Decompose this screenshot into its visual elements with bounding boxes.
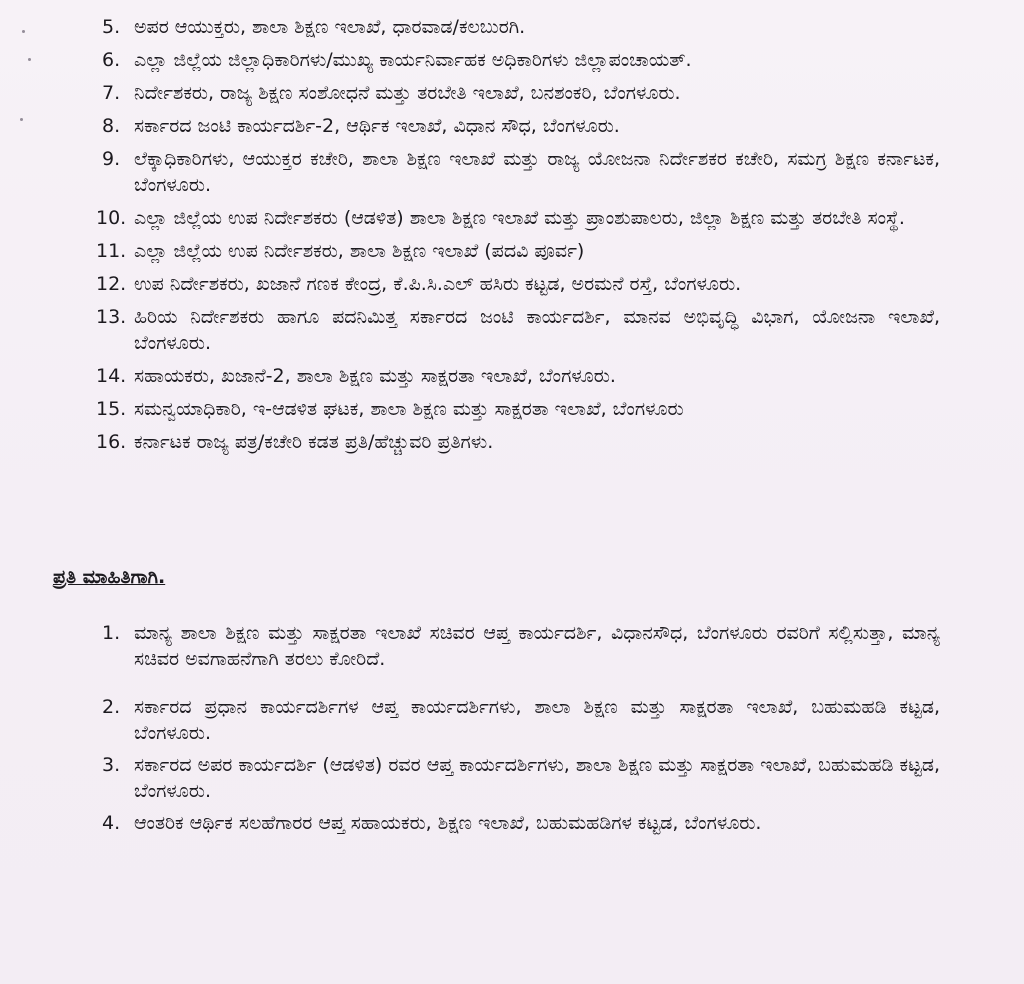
list-item — [98, 271, 940, 297]
scan-speck — [22, 30, 25, 33]
list-item — [98, 396, 940, 422]
item-number: 7. — [102, 82, 121, 104]
item-text: ನಿರ್ದೇಶಕರು, ರಾಜ್ಯ ಶಿಕ್ಷಣ ಸಂಶೋಧನೆ ಮತ್ತು ತರಬೇತಿ ಇಲಾಖೆ, ಬನಶಂಕರಿ, ಬೆಂಗಳೂರು. — [134, 82, 681, 104]
item-text: ಸಹಾಯಕರು, ಖಜಾನೆ-2, ಶಾಲಾ ಶಿಕ್ಷಣ ಮತ್ತು ಸಾಕ್ಷರತಾ ಇಲಾಖೆ, ಬೆಂಗಳೂರು. — [134, 365, 616, 387]
item-text: ಎಲ್ಲಾ ಜಿಲ್ಲೆಯ ಉಪ ನಿರ್ದೇಶಕರು, ಶಾಲಾ ಶಿಕ್ಷಣ ಇಲಾಖೆ (ಪದವಿ ಪೂರ್ವ) — [134, 240, 585, 262]
item-number: 8. — [102, 115, 121, 137]
list-item — [98, 205, 940, 231]
item-number: 5. — [102, 16, 121, 38]
item-number: 2. — [102, 696, 121, 718]
copy-for-information-heading: ಪ್ರತಿ ಮಾಹಿತಿಗಾಗಿ. — [53, 566, 166, 588]
list-item — [98, 146, 940, 198]
list-item — [98, 810, 940, 836]
item-text: ಹಿರಿಯ ನಿರ್ದೇಶಕರು ಹಾಗೂ ಪದನಿಮಿತ್ತ ಸರ್ಕಾರದ ಜಂಟಿ ಕಾರ್ಯದರ್ಶಿ, ಮಾನವ ಅಭಿವೃದ್ಧಿ ವಿಭಾಗ, ಯೋಜನಾ ಇಲಾಖೆ, ಬೆಂಗಳೂರು. — [134, 306, 940, 354]
item-number: 14. — [96, 365, 127, 387]
list-item — [98, 14, 940, 40]
information-copy-list — [98, 620, 940, 842]
scan-specks — [18, 22, 38, 182]
item-text: ಲೆಕ್ಕಾಧಿಕಾರಿಗಳು, ಆಯುಕ್ತರ ಕಚೇರಿ, ಶಾಲಾ ಶಿಕ್ಷಣ ಇಲಾಖೆ ಮತ್ತು ರಾಜ್ಯ ಯೋಜನಾ ನಿರ್ದೇಶಕರ ಕಚೇರಿ, ಸಮಗ್ರ ಶಿಕ್ಷಣ ಕರ್ನಾಟಕ, ಬೆಂಗಳೂರು. — [134, 148, 940, 196]
item-text: ಕರ್ನಾಟಕ ರಾಜ್ಯ ಪತ್ರ/ಕಚೇರಿ ಕಡತ ಪ್ರತಿ/ಹೆಚ್ಚುವರಿ ಪ್ರತಿಗಳು. — [134, 431, 494, 453]
item-number: 9. — [102, 148, 121, 170]
item-text: ಎಲ್ಲಾ ಜಿಲ್ಲೆಯ ಉಪ ನಿರ್ದೇಶಕರು (ಆಡಳಿತ) ಶಾಲಾ ಶಿಕ್ಷಣ ಇಲಾಖೆ ಮತ್ತು ಪ್ರಾಂಶುಪಾಲರು, ಜಿಲ್ಲಾ ಶಿಕ್ಷಣ ಮತ್ತು ತರಬೇತಿ ಸಂಸ್ಥೆ. — [134, 207, 905, 229]
item-text: ಸರ್ಕಾರದ ಅಪರ ಕಾರ್ಯದರ್ಶಿ (ಆಡಳಿತ) ರವರ ಆಪ್ತ ಕಾರ್ಯದರ್ಶಿಗಳು, ಶಾಲಾ ಶಿಕ್ಷಣ ಮತ್ತು ಸಾಕ್ಷರತಾ ಇಲಾಖೆ, ಬಹುಮಹಡಿ ಕಟ್ಟಡ, ಬೆಂಗಳೂರು. — [134, 754, 940, 802]
item-number: 11. — [96, 240, 127, 262]
item-text: ಎಲ್ಲಾ ಜಿಲ್ಲೆಯ ಜಿಲ್ಲಾಧಿಕಾರಿಗಳು/ಮುಖ್ಯ ಕಾರ್ಯನಿರ್ವಾಹಕ ಅಧಿಕಾರಿಗಳು ಜಿಲ್ಲಾಪಂಚಾಯತ್. — [134, 49, 692, 71]
item-number: 13. — [96, 306, 127, 328]
list-item — [98, 363, 940, 389]
list-item — [98, 429, 940, 455]
item-text: ಸರ್ಕಾರದ ಜಂಟಿ ಕಾರ್ಯದರ್ಶಿ-2, ಆರ್ಥಿಕ ಇಲಾಖೆ, ವಿಧಾನ ಸೌಧ, ಬೆಂಗಳೂರು. — [134, 115, 620, 137]
item-number: 4. — [102, 812, 121, 834]
scan-speck — [28, 58, 31, 61]
item-text: ಸಮನ್ವಯಾಧಿಕಾರಿ, ಇ-ಆಡಳಿತ ಘಟಕ, ಶಾಲಾ ಶಿಕ್ಷಣ ಮತ್ತು ಸಾಕ್ಷರತಾ ಇಲಾಖೆ, ಬೆಂಗಳೂರು — [134, 398, 684, 420]
list-item — [98, 694, 940, 746]
item-text: ಮಾನ್ಯ ಶಾಲಾ ಶಿಕ್ಷಣ ಮತ್ತು ಸಾಕ್ಷರತಾ ಇಲಾಖೆ ಸಚಿವರ ಆಪ್ತ ಕಾರ್ಯದರ್ಶಿ, ವಿಧಾನಸೌಧ, ಬೆಂಗಳೂರು ರವರಿಗೆ ಸಲ್ಲಿಸುತ್ತಾ, ಮಾನ್ಯ ಸಚಿವರ ಅವಗಾಹನೆಗಾಗಿ ತರಲು ಕೋರಿದೆ. — [134, 622, 940, 670]
list-item — [98, 238, 940, 264]
list-item — [98, 620, 940, 672]
item-number: 12. — [96, 273, 127, 295]
list-item — [98, 113, 940, 139]
list-item — [98, 304, 940, 356]
item-number: 3. — [102, 754, 121, 776]
item-text: ಆಂತರಿಕ ಆರ್ಥಿಕ ಸಲಹೆಗಾರರ ಆಪ್ತ ಸಹಾಯಕರು, ಶಿಕ್ಷಣ ಇಲಾಖೆ, ಬಹುಮಹಡಿಗಳ ಕಟ್ಟಡ, ಬೆಂಗಳೂರು. — [134, 812, 762, 834]
scan-speck — [20, 118, 23, 121]
item-number: 6. — [102, 49, 121, 71]
item-number: 16. — [96, 431, 127, 453]
list-item — [98, 47, 940, 73]
distribution-list — [98, 14, 940, 462]
item-text: ಸರ್ಕಾರದ ಪ್ರಧಾನ ಕಾರ್ಯದರ್ಶಿಗಳ ಆಪ್ತ ಕಾರ್ಯದರ್ಶಿಗಳು, ಶಾಲಾ ಶಿಕ್ಷಣ ಮತ್ತು ಸಾಕ್ಷರತಾ ಇಲಾಖೆ, ಬಹುಮಹಡಿ ಕಟ್ಟಡ, ಬೆಂಗಳೂರು. — [134, 696, 940, 744]
item-number: 15. — [96, 398, 127, 420]
item-number: 10. — [96, 207, 127, 229]
item-text: ಉಪ ನಿರ್ದೇಶಕರು, ಖಜಾನೆ ಗಣಕ ಕೇಂದ್ರ, ಕೆ.ಪಿ.ಸಿ.ಎಲ್ ಹಸಿರು ಕಟ್ಟಡ, ಅರಮನೆ ರಸ್ತೆ, ಬೆಂಗಳೂರು. — [134, 273, 742, 295]
list-item — [98, 80, 940, 106]
item-number: 1. — [102, 622, 121, 644]
item-text: ಅಪರ ಆಯುಕ್ತರು, ಶಾಲಾ ಶಿಕ್ಷಣ ಇಲಾಖೆ, ಧಾರವಾಡ/ಕಲಬುರಗಿ. — [134, 16, 526, 38]
list-item — [98, 752, 940, 804]
